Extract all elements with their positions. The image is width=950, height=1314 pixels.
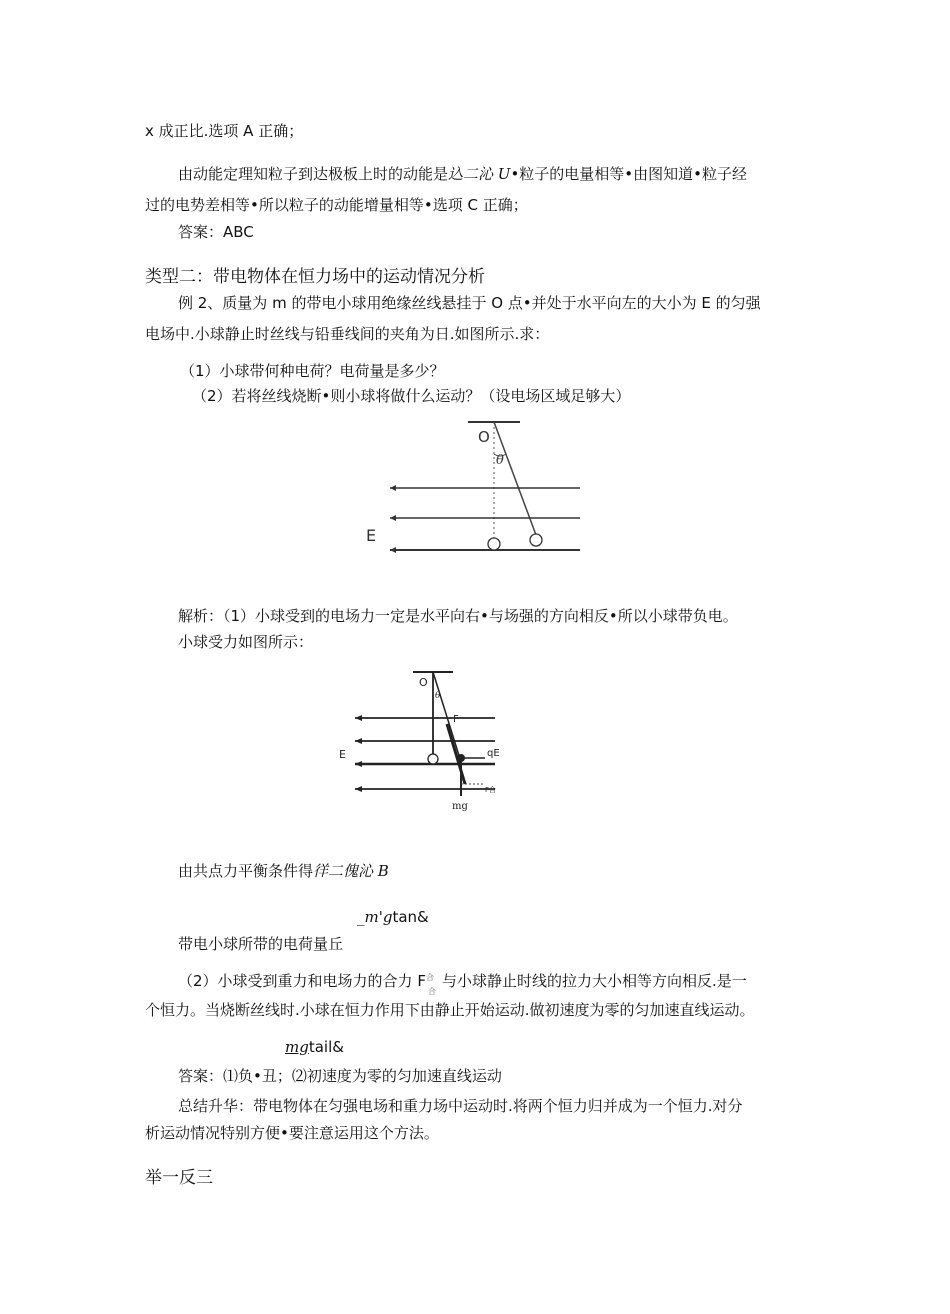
ball-deflected: [530, 534, 542, 546]
section-heading: 类型二：带电物体在恒力场中的运动情况分析: [145, 267, 485, 287]
formula-text: mg: [285, 1038, 309, 1056]
label-mg: mg: [452, 801, 468, 812]
text-line: 总结升华：带电物体在匀强电场和重力场中运动时.将两个恒力归并成为一个恒力.对分: [178, 1097, 743, 1115]
section-heading: 举一反三: [145, 1168, 213, 1188]
text-line: [178, 860, 389, 882]
arrow-head: [390, 547, 396, 553]
label-theta: θ: [496, 453, 504, 468]
label-F: F: [453, 714, 459, 725]
subscript-text: 合: [425, 973, 434, 982]
text-segment: •粒子的电量相等•由图知道•粒子经: [510, 165, 747, 183]
ball-vertical: [488, 538, 500, 550]
text-line: 例 2、质量为 m 的带电小球用绝缘丝线悬挂于 O 点•并处于水平向左的大小为 E 的匀强: [178, 294, 761, 312]
text-segment: 由共点力平衡条件得: [178, 862, 314, 880]
label-E: E: [366, 526, 377, 545]
text-segment: （2）小球受到重力和电场力的合力 F: [178, 972, 426, 990]
formula-text: 込二沁 U: [448, 165, 511, 183]
label-O: O: [478, 428, 490, 446]
figure-pendulum: [360, 418, 600, 568]
text-line: 电场中.小球静止时丝线与铅垂线间的夹角为日.如图所示.求：: [145, 325, 550, 343]
arrow-head: [355, 786, 362, 792]
arrow-head: [390, 485, 396, 491]
tension-force-arrow: [447, 724, 465, 784]
label-E: E: [339, 748, 346, 761]
formula-text: tan&: [392, 908, 429, 926]
text-line: [178, 163, 747, 185]
ball-vertical: [428, 754, 438, 764]
ball-deflected: [457, 754, 465, 762]
figure-force-diagram: [335, 666, 515, 816]
label-theta: θ: [435, 691, 441, 701]
text-segment: 与小球静止时线的拉力大小相等方向相反.是一: [441, 972, 747, 990]
formula-text: _m'g: [357, 908, 393, 926]
formula-text: 徉二傀沁 B: [313, 862, 389, 880]
text-line: 带电小球所带的电荷量丘: [178, 935, 344, 953]
text-line: （1）小球带何种电荷？电荷量是多少？: [180, 362, 445, 380]
arrow-head: [355, 738, 362, 744]
text-line: 小球受力如图所示：: [178, 633, 314, 651]
label-O: O: [419, 676, 428, 689]
text-line: （2）若将丝线烧断•则小球将做什么运动？（设电场区域足够大）: [192, 387, 631, 405]
arrow-head: [390, 515, 396, 521]
subscript-text: 合: [427, 987, 436, 996]
text-line: [178, 967, 747, 995]
arrow-head: [355, 761, 362, 767]
arrow-head: [355, 715, 362, 721]
formula-line: [285, 1036, 344, 1058]
text-line: 答案：⑴负•丑；⑵初速度为零的匀加速直线运动: [178, 1067, 502, 1085]
formula-text: tail&: [308, 1038, 344, 1056]
label-qE: qE: [487, 748, 500, 759]
text-line: 个恒力。当烧断丝线时.小球在恒力作用下由静止开始运动.做初速度为零的匀加速直线运动。: [145, 1001, 755, 1019]
text-line: 解析：（1）小球受到的电场力一定是水平向右•与场强的方向相反•所以小球带负电。: [178, 607, 738, 625]
text-line: 过的电势差相等•所以粒子的动能增量相等•选项 C 正确；: [145, 196, 528, 214]
text-line: x 成正比.选项 A 正确；: [145, 122, 304, 140]
label-F-resultant: F合: [485, 786, 497, 794]
text-line: 析运动情况特别方便•要注意运用这个方法。: [145, 1124, 439, 1142]
formula-line: [357, 906, 429, 928]
text-line: 答案：ABC: [178, 223, 254, 241]
text-segment: 由动能定理知粒子到达极板上时的动能是: [178, 165, 449, 183]
